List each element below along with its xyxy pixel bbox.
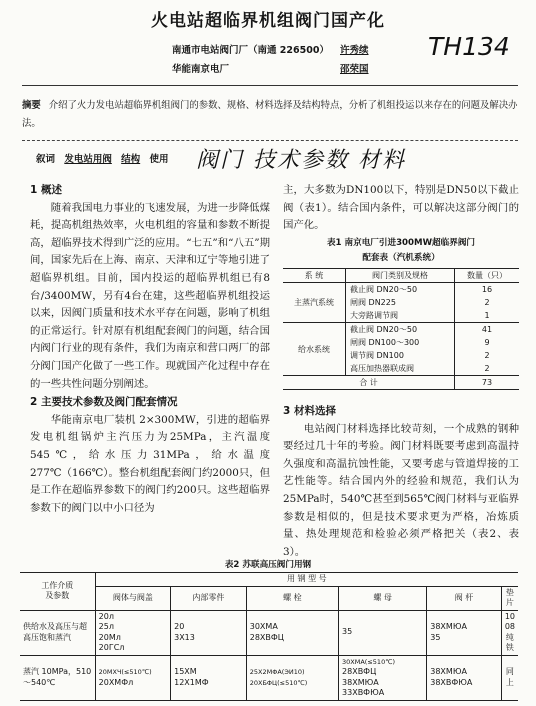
handwritten-keywords: 阀门 技术参数 材料 [196,148,406,173]
table-2-header-steel-grade: 用 钢 型 号 [95,573,518,587]
table-1-qty: 9 [455,336,520,349]
table-2-header-medium: 工作介质 及参数 [20,573,95,611]
table-1-qty: 16 [455,283,520,297]
affiliation-2: 华能南京电厂 [172,64,230,75]
table-1-total-label: 合 计 [359,378,378,387]
right-column-top [283,182,519,235]
table-1-spec: 大旁路调节阀 [346,309,455,323]
table-2-nut-cell: 30XMA(≤510℃) 28XВФЦ 38XMЮA 33XВФЮA [339,655,427,700]
keyword-1: 发电站用阀 [64,154,112,165]
table-1-spec: 高压加热器联成阀 [346,362,455,376]
abstract-divider [22,140,518,141]
keyword-3: 使用 [149,154,169,165]
header-rule [22,85,518,86]
table-2-subheader-body: 阀体与阀盖 [95,586,170,610]
table-1-qty: 2 [455,296,520,309]
table-2-gasket-cell: 10 08 纯铁 [501,610,518,655]
table-1-spec: 截止阀 DN20～50 [346,283,455,297]
table-1-spec: 调节阀 DN100 [346,349,455,362]
table-2-nut-cell: 35 [339,610,427,655]
table-2-caption: 表2 苏联高压阀门用钢 [224,560,312,570]
table-1-caption-line2: 配套表（汽机系统） [362,253,440,263]
table-1-spec: 闸阀 DN100～300 [346,336,455,349]
section-3-text: 电站阀门材料选择比较苛刻，一个成熟的钢种要经过几十年的考验。阀门材料既要考虑到高温持久强度和高温抗蚀性能，又要考虑与管道焊接的工艺性能等。结合国内外的经验和规范，我们认为25MPa时，540℃甚至到565℃阀门材料与亚临界参数是相似的，但是技术要求更为严格，冶炼质量、热处理规范和检验必须严格把关（表2、表3）。 [283,422,519,558]
table-2-subheader-stem: 阀 杆 [427,586,502,610]
section-2-continued-text: 主，大多数为DN100以下，特别是DN50以下截止阀（表1）。结合国内条件，可以解决这部分阀门的国产化。 [283,184,519,232]
table-1-total-qty: 73 [455,376,520,390]
table-2-stem-cell: 38XMЮA 35 [427,610,502,655]
table-2-body-cell: 20MXЧ(≤510℃) 20XMФл [95,655,170,700]
abstract-label: 摘要 [22,100,41,111]
section-1-heading: 1 概述 [30,184,62,196]
left-column [30,182,270,517]
table-1-caption-line1: 表1 南京电厂引进300MW超临界阀门 [326,238,476,248]
table-1-qty: 2 [455,362,520,376]
keyword-2: 结构 [121,154,141,165]
author-2: 邵荣国 [340,64,369,75]
table-1 [283,268,519,390]
table-1-header-qty: 数量（只） [455,269,520,283]
author-1: 许秀续 [340,45,369,56]
table-1-header-system: 系 统 [304,271,324,280]
section-3-heading: 3 材料选择 [283,405,336,417]
keywords-label: 叙词 [36,154,56,165]
table-1-system: 给水系统 [298,344,330,354]
section-1-text: 随着我国电力事业的飞速发展，为进一步降低煤耗，提高机组热效率，火电机组的容量和参数不断提高，超临界技术得到广泛的应用。“七五”和“八五”期间，国家先后在上海、南京、天津和辽宁等地引进了超临界机组。目前，国内投运的超临界机组已有8台/3400MW，另有4台在建，这些超临界机组投运以来，因阀门质量和技术水平存在问题，影响了机组的正常运行。针对原有机组配套阀门的问题，结合国内阀门行业的现有条件，我们为南京和营口两厂的部分阀门国产化做了一些工作。现就国产化过程中存在的一些共性问题分别阐述。 [30,201,270,390]
paper-title: 火电站超临界机组阀门国产化 [151,11,385,31]
table-2-internal-cell: 15XM 12X1MФ [171,655,247,700]
table-2-internal-cell: 20 3X13 [171,610,247,655]
table-2-subheader-internal: 内部零件 [171,586,247,610]
table-1-header-spec: 阀门类别及规格 [346,269,455,283]
table-2 [20,572,518,701]
keywords [36,151,175,165]
table-1-spec: 截止阀 DN20～50 [346,323,455,337]
table-2-bolt-cell: 30XMA 28XВФЦ [246,610,338,655]
table-2-subheader-nut: 螺 母 [339,586,427,610]
table-2-bolt-cell: 25X2MΦA(ЭИ10) 20XБΦЦ(≤510℃) [246,655,338,700]
table-1-qty: 2 [455,349,520,362]
table-2-gasket-cell: 同上 [501,655,518,700]
table-2-medium: 蒸汽 10MPa，510～540℃ [23,667,92,687]
table-1-qty: 1 [455,309,520,323]
section-2-heading: 2 主要技术参数及阀门配套情况 [30,396,178,409]
table-1-spec: 闸阀 DN225 [346,296,455,309]
right-column-bottom [283,403,519,561]
table-2-medium: 供给水及高压与超高压饱和蒸汽 [23,622,87,642]
table-2-body-cell: 20л 25л 20Mл 20ГСл [95,610,170,655]
table-2-stem-cell: 38XMЮA 38XВФЮA [427,655,502,700]
abstract-text: 介绍了火力发电站超临界机组阀门的参数、规格、材料选择及结构特点，分析了机组投运以来存在的问题及解决办法。 [22,100,518,129]
abstract [22,97,518,133]
affiliation-1: 南通市电站阀门厂（南通 226500） [172,45,329,56]
handwritten-classification-code: TH134 [428,32,510,61]
table-2-subheader-gasket: 垫片 [501,586,518,610]
table-1-qty: 41 [455,323,520,337]
table-2-subheader-bolt: 螺 栓 [246,586,338,610]
table-1-system: 主蒸汽系统 [294,298,334,307]
section-2-text: 华能南京电厂装机 2×300MW，引进的超临界发电机组锅炉主汽压力为25MPa，主汽温度545℃，给水压力31MPa，给水温度277℃（166℃）。整台机组配套阀门约2000只，但是工作在超临界参数下的阀门约200只。这些超临界参数下的阀门以中小口径为 [30,413,271,514]
